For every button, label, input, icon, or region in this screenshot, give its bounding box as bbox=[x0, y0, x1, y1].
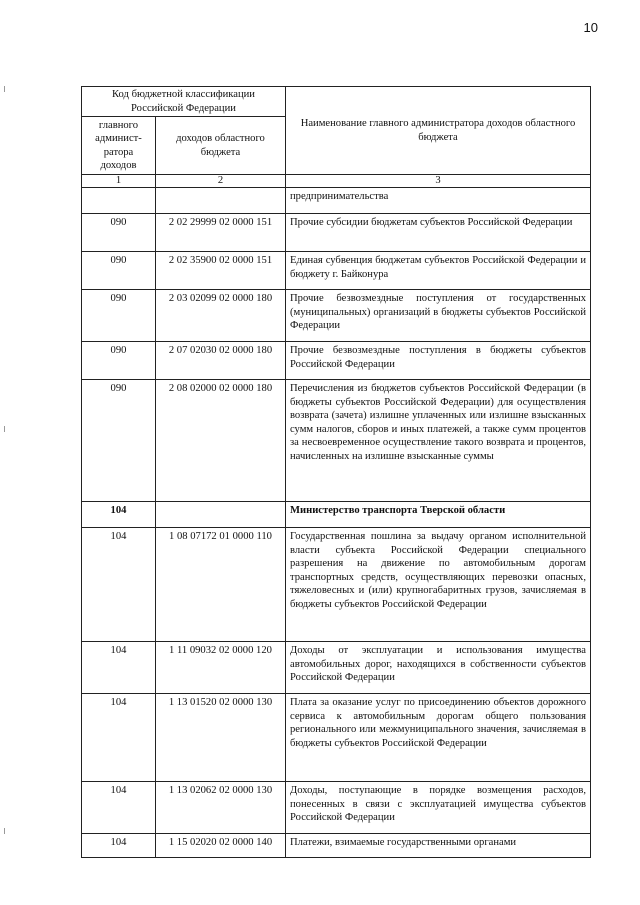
admin-code-cell: 104 bbox=[82, 694, 156, 782]
table-row bbox=[82, 834, 591, 858]
admin-code-cell: 104 bbox=[82, 782, 156, 834]
income-code-cell: 1 08 07172 01 0000 110 bbox=[156, 528, 286, 642]
income-name-cell: Доходы, поступающие в порядке возмещения расходов, понесенных в связи с эксплуатацией имущества субъектов Российской Федерации bbox=[286, 782, 591, 834]
table-row bbox=[82, 642, 591, 694]
budget-revenue-table bbox=[81, 86, 591, 858]
income-code-cell: 2 02 29999 02 0000 151 bbox=[156, 214, 286, 252]
header-name-column: Наименование главного администратора доходов областного бюджета bbox=[286, 87, 591, 175]
margin-tick-mark bbox=[4, 426, 5, 432]
income-code-cell: 2 07 02030 02 0000 180 bbox=[156, 342, 286, 380]
income-name-cell: Прочие безвозмездные поступления в бюджеты субъектов Российской Федерации bbox=[286, 342, 591, 380]
column-number-row bbox=[82, 175, 591, 188]
income-name-cell: предпринимательства bbox=[286, 188, 591, 214]
income-name-cell: Доходы от эксплуатации и использования имущества автомобильных дорог, находящихся в собственности субъектов Российской Федерации bbox=[286, 642, 591, 694]
income-code-cell: 2 08 02000 02 0000 180 bbox=[156, 380, 286, 502]
income-code-cell: 1 13 02062 02 0000 130 bbox=[156, 782, 286, 834]
admin-code-cell: 104 bbox=[82, 642, 156, 694]
page-number: 10 bbox=[583, 20, 598, 35]
table-row bbox=[82, 528, 591, 642]
table-row bbox=[82, 782, 591, 834]
margin-tick-mark bbox=[4, 828, 5, 834]
income-name-cell: Государственная пошлина за выдачу органом исполнительной власти субъекта Российской Федерации специального разрешения на движение по автомобильным дорогам транспортных средств, осуществляющих перевозки опасных, тяжеловесных и (или) крупногабаритных грузов, зачисляемая в бюджеты субъектов Российской Федерации bbox=[286, 528, 591, 642]
admin-code-cell: 090 bbox=[82, 252, 156, 290]
income-code-cell: 1 13 01520 02 0000 130 bbox=[156, 694, 286, 782]
header-admin-column: главного админист-ратора доходов bbox=[82, 117, 156, 175]
margin-tick-mark bbox=[4, 86, 5, 92]
income-name-cell: Прочие субсидии бюджетам субъектов Российской Федерации bbox=[286, 214, 591, 252]
header-row bbox=[82, 87, 591, 117]
income-name-cell: Плата за оказание услуг по присоединению объектов дорожного сервиса к автомобильным дорогам общего пользования регионального или межмуниципального значения, зачисляемая в бюджеты субъектов Российской Федерации bbox=[286, 694, 591, 782]
income-code-cell: 1 11 09032 02 0000 120 bbox=[156, 642, 286, 694]
table-row bbox=[82, 252, 591, 290]
income-code-cell: 1 15 02020 02 0000 140 bbox=[156, 834, 286, 858]
admin-code-cell: 090 bbox=[82, 214, 156, 252]
income-name-cell: Прочие безвозмездные поступления от государственных (муниципальных) организаций в бюджеты субъектов Российской Федерации bbox=[286, 290, 591, 342]
table-row bbox=[82, 502, 591, 528]
income-name-cell: Платежи, взимаемые государственными органами bbox=[286, 834, 591, 858]
income-code-cell bbox=[156, 188, 286, 214]
admin-code-cell: 104 bbox=[82, 528, 156, 642]
table-row bbox=[82, 188, 591, 214]
income-name-cell: Перечисления из бюджетов субъектов Российской Федерации (в бюджеты субъектов Российской Федерации) для осуществления возврата (зачета) излишне уплаченных или излишне взысканных сумм налогов, сборов и иных платежей, а также сумм процентов за несвоевременное осуществление такого возврата и процентов, начисленных на излишне взысканные суммы bbox=[286, 380, 591, 502]
income-code-cell: 2 02 35900 02 0000 151 bbox=[156, 252, 286, 290]
admin-code-cell: 090 bbox=[82, 380, 156, 502]
admin-code-cell: 104 bbox=[82, 502, 156, 528]
admin-code-cell bbox=[82, 188, 156, 214]
table-row bbox=[82, 380, 591, 502]
header-kbk-group: Код бюджетной классификации Российской Федерации bbox=[82, 87, 286, 117]
admin-code-cell: 104 bbox=[82, 834, 156, 858]
table-row bbox=[82, 694, 591, 782]
table-row bbox=[82, 214, 591, 252]
income-code-cell: 2 03 02099 02 0000 180 bbox=[156, 290, 286, 342]
income-code-cell bbox=[156, 502, 286, 528]
column-number: 3 bbox=[286, 175, 591, 188]
column-number: 2 bbox=[156, 175, 286, 188]
income-name-cell: Единая субвенция бюджетам субъектов Российской Федерации и бюджету г. Байконура bbox=[286, 252, 591, 290]
admin-code-cell: 090 bbox=[82, 290, 156, 342]
administrator-name-cell: Министерство транспорта Тверской области bbox=[286, 502, 591, 528]
table-row bbox=[82, 342, 591, 380]
admin-code-cell: 090 bbox=[82, 342, 156, 380]
header-income-column: доходов областного бюджета bbox=[156, 117, 286, 175]
table-row bbox=[82, 290, 591, 342]
column-number: 1 bbox=[82, 175, 156, 188]
